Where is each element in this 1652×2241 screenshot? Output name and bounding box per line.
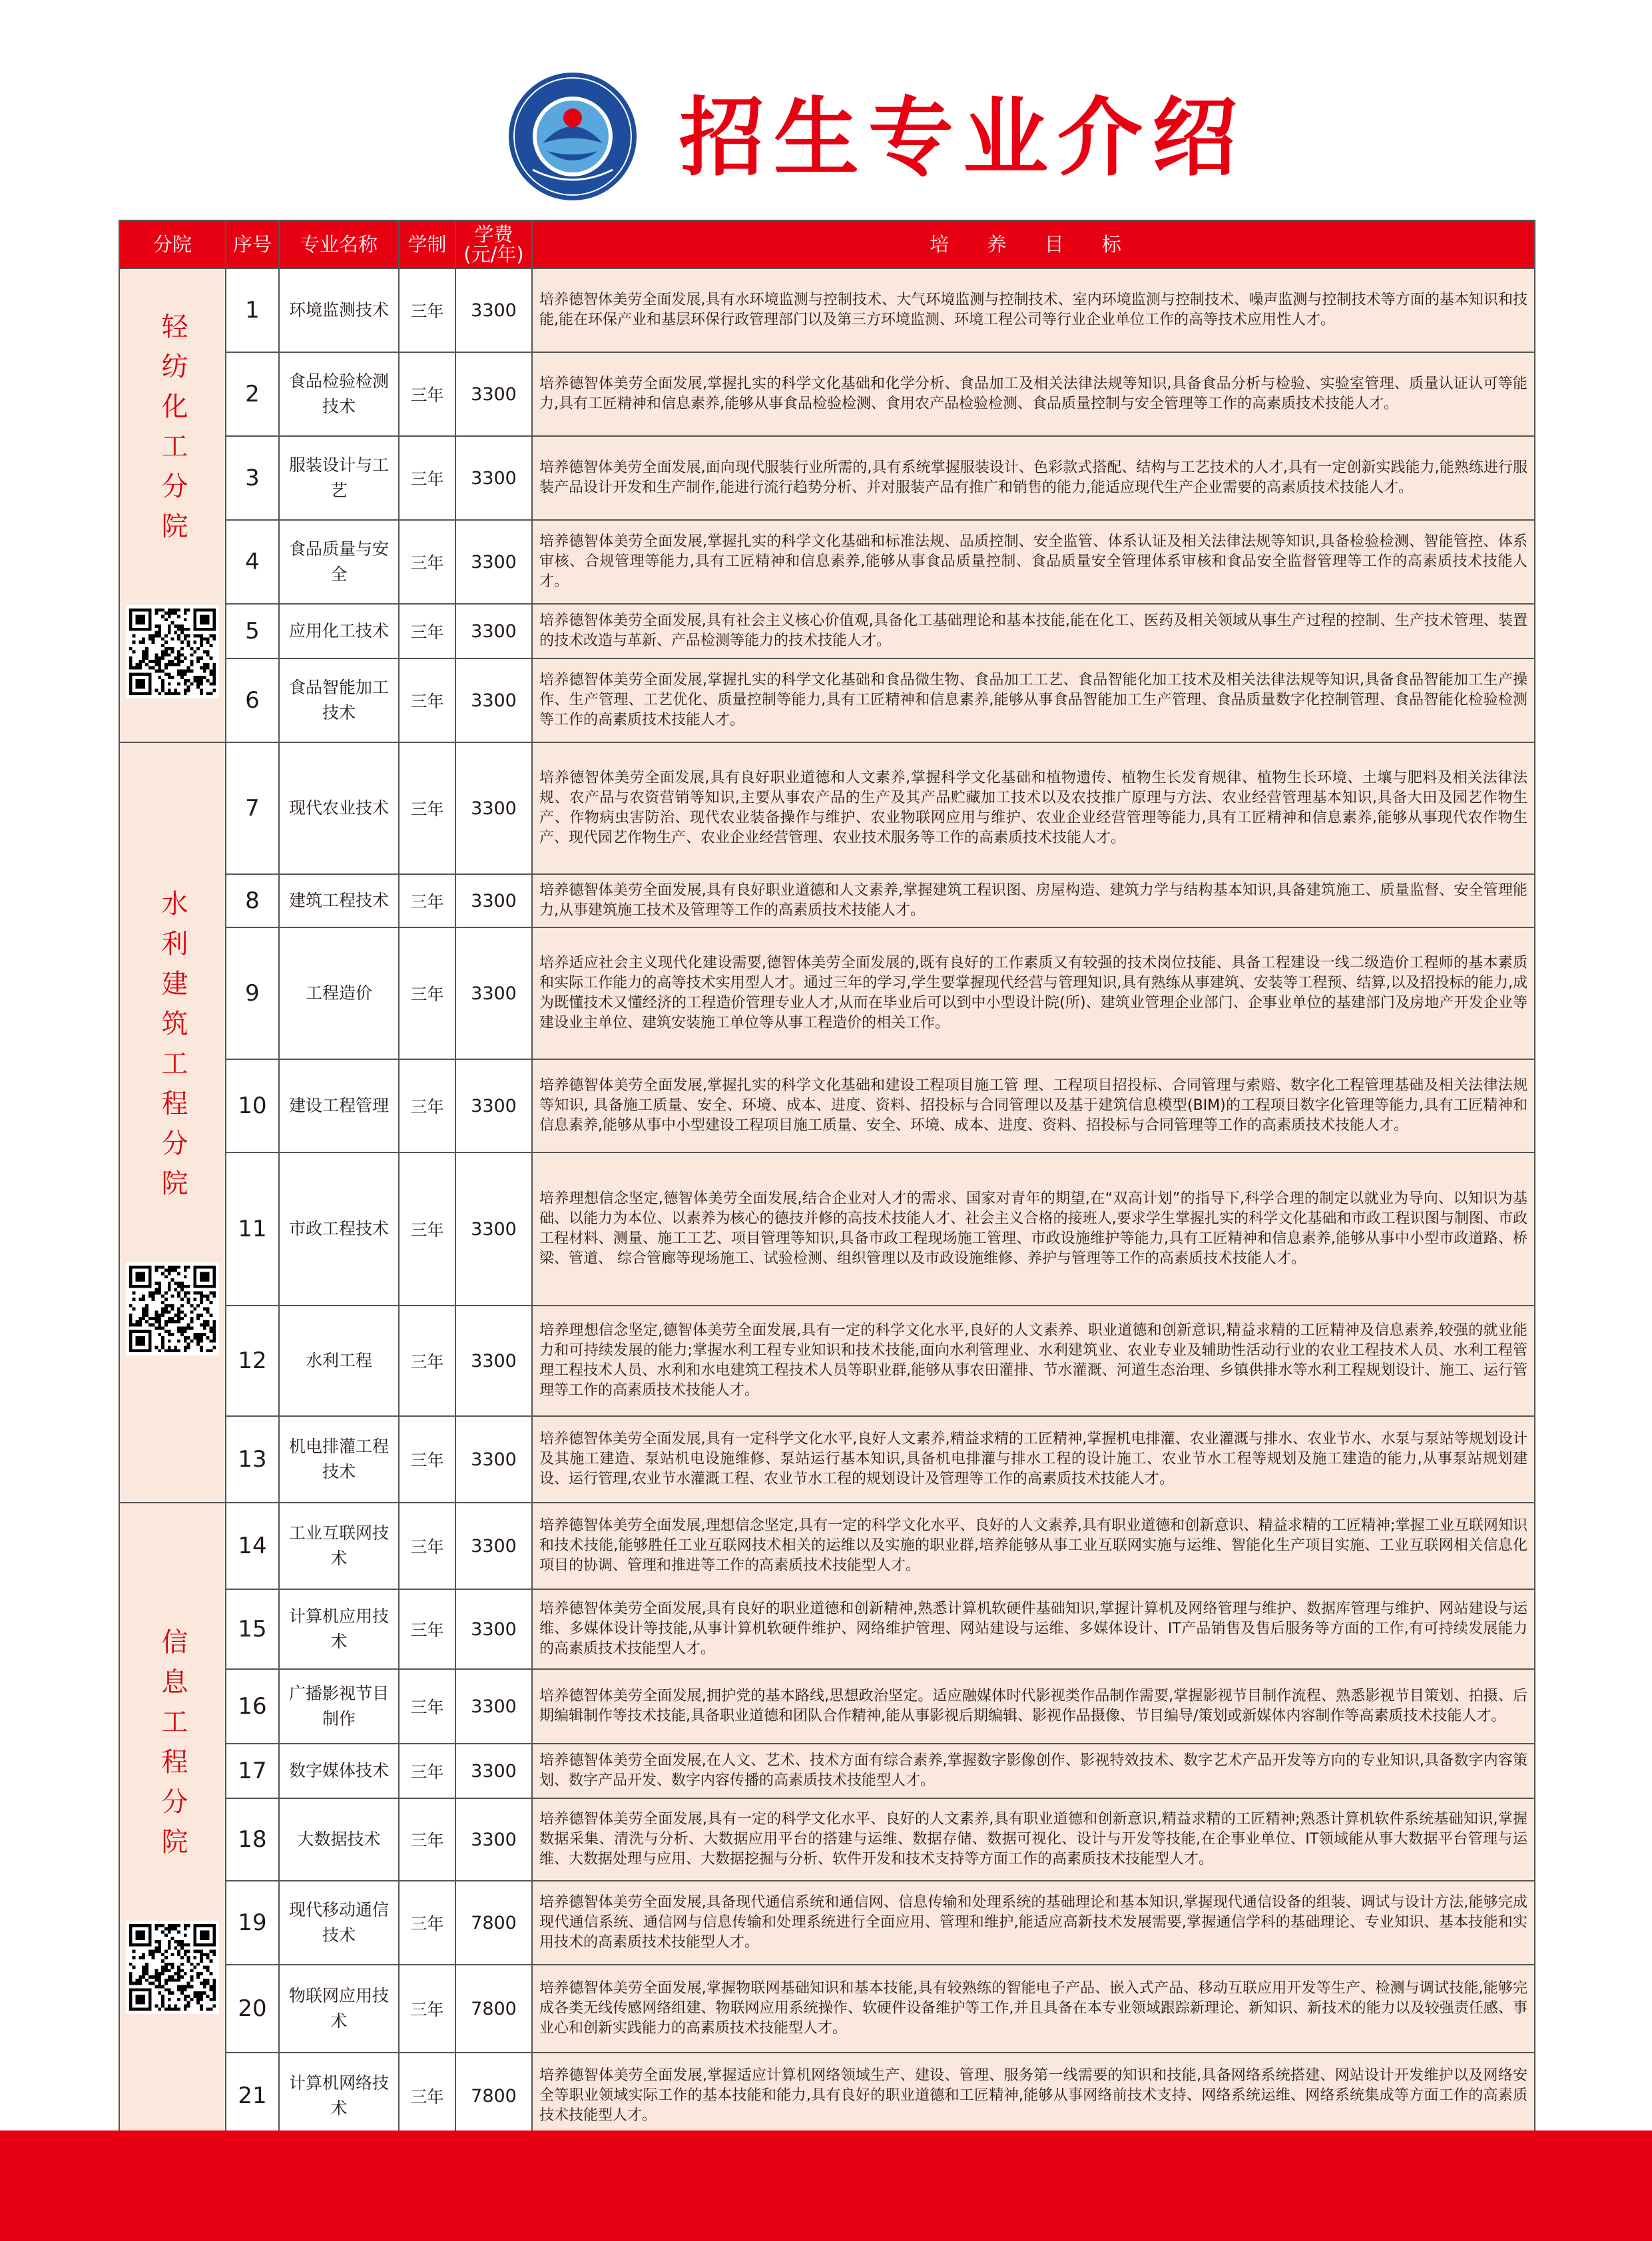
table-row xyxy=(119,1744,1535,1798)
qr-code-icon xyxy=(126,1921,219,2014)
major-duration: 三年 xyxy=(399,1416,455,1503)
major-name: 建筑工程技术 xyxy=(279,874,399,927)
major-name: 应用化工技术 xyxy=(279,604,399,658)
major-seq: 5 xyxy=(226,604,279,658)
major-fee: 3300 xyxy=(455,604,532,658)
major-fee: 7800 xyxy=(455,1881,532,1965)
major-fee: 3300 xyxy=(455,1669,532,1744)
major-name: 计算机应用技术 xyxy=(279,1589,399,1669)
college-cell xyxy=(119,742,226,1503)
header-fee xyxy=(455,220,532,268)
major-fee: 3300 xyxy=(455,658,532,742)
major-fee: 3300 xyxy=(455,520,532,604)
major-duration: 三年 xyxy=(399,742,455,874)
major-seq: 3 xyxy=(226,436,279,520)
major-duration: 三年 xyxy=(399,927,455,1059)
majors-table xyxy=(119,220,1535,2140)
major-name: 工程造价 xyxy=(279,927,399,1059)
major-duration: 三年 xyxy=(399,2053,455,2139)
major-name: 环境监测技术 xyxy=(279,268,399,352)
major-goal: 培养适应社会主义现代化建设需要,德智体美劳全面发展的,既有良好的工作素质又有较强的技术岗位技能、具备工程建设一线二级造价工程师的基本素质和实际工作能力的高等技术实用型人才。通过三年的学习,学生要掌握现代经营与管理知识,具有熟练从事建筑、安装等工程预、结算,以及招投标的能力,成为既懂技术又懂经济的工程造价管理专业人才,从而在毕业后可以到中小型设计院(所)、建筑业管理企业部门、企事业单位的基建部门及房地产开发企业等建设业主单位、建筑安装施工单位等从事工程造价的相关工作。 xyxy=(532,927,1535,1059)
major-name: 服装设计与工艺 xyxy=(279,436,399,520)
page-title: 招生专业介绍 xyxy=(679,89,1247,188)
table-row xyxy=(119,658,1535,742)
major-duration: 三年 xyxy=(399,1669,455,1744)
major-fee: 3300 xyxy=(455,1416,532,1503)
major-fee: 3300 xyxy=(455,1306,532,1416)
major-seq: 7 xyxy=(226,742,279,874)
table-row xyxy=(119,1503,1535,1589)
major-goal: 培养德智体美劳全面发展,具有良好的职业道德和创新精神,熟悉计算机软硬件基础知识,掌握计算机及网络管理与维护、数据库管理与维护、网站建设与运维、多媒体设计等技能,从事计算机软硬件维护、网络维护管理、网站建设与运维、多媒体设计、IT产品销售及售后服务等方面的工作,有可持续发展能力的高素质技术技能型人才。 xyxy=(532,1589,1535,1669)
major-goal: 培养德智体美劳全面发展,掌握扎实的科学文化基础和食品微生物、食品加工工艺、食品智能化加工技术及相关法律法规等知识,具备食品智能加工生产操作、生产管理、工艺优化、质量控制等能力,具有工匠精神和信息素养,能够从事食品智能加工生产管理、食品质量数字化控制管理、食品智能化检验检测等工作的高素质技术技能人才。 xyxy=(532,658,1535,742)
major-name: 工业互联网技术 xyxy=(279,1503,399,1589)
major-goal: 培养德智体美劳全面发展,具有水环境监测与控制技术、大气环境监测与控制技术、室内环境监测与控制技术、噪声监测与控制技术等方面的基本知识和技能,能在环保产业和基层环保行政管理部门以及第三方环境监测、环境工程公司等行业企业单位工作的高等技术应用性人才。 xyxy=(532,268,1535,352)
major-name: 计算机网络技术 xyxy=(279,2053,399,2139)
table-row xyxy=(119,927,1535,1059)
major-name: 食品质量与安全 xyxy=(279,520,399,604)
header-seq: 序号 xyxy=(226,220,279,268)
table-row xyxy=(119,1416,1535,1503)
table-body xyxy=(119,268,1535,2139)
major-fee: 7800 xyxy=(455,2053,532,2139)
qr-code xyxy=(126,1262,219,1356)
major-name: 广播影视节目制作 xyxy=(279,1669,399,1744)
major-seq: 13 xyxy=(226,1416,279,1503)
logo-emblem-icon xyxy=(506,70,639,203)
major-fee: 3300 xyxy=(455,436,532,520)
major-seq: 2 xyxy=(226,352,279,436)
major-goal: 培养德智体美劳全面发展,具有良好职业道德和人文素养,掌握建筑工程识图、房屋构造、建筑力学与结构基本知识,具备建筑施工、质量监督、安全管理能力,从事建筑施工技术及管理等工作的高素质技术技能人才。 xyxy=(532,874,1535,927)
footer-band xyxy=(0,2130,1652,2241)
college-name: 轻纺化工分院 xyxy=(157,312,188,552)
major-goal: 培养理想信念坚定,德智体美劳全面发展,具有一定的科学文化水平,良好的人文素养、职业道德和创新意识,精益求精的工匠精神及信息素养,较强的就业能力和可持续发展的能力;掌握水利工程专业知识和技术技能,面向水利管理业、水利建筑业、农业专业及辅助性活动行业的农业工程技术人员、水利工程管理工程技术人员、水利和水电建筑工程技术人员等职业群,能够从事农田灌排、节水灌溉、河道生态治理、乡镇供排水等水利工程规划设计、施工、运行管理等工作的高素质技术技能人才。 xyxy=(532,1306,1535,1416)
qr-code-icon xyxy=(126,605,219,698)
major-duration: 三年 xyxy=(399,1965,455,2053)
college-cell xyxy=(119,268,226,742)
header-college: 分院 xyxy=(119,220,226,268)
major-duration: 三年 xyxy=(399,1744,455,1798)
major-seq: 8 xyxy=(226,874,279,927)
qr-code xyxy=(126,1921,219,2014)
major-seq: 15 xyxy=(226,1589,279,1669)
major-seq: 19 xyxy=(226,1881,279,1965)
table-header-row xyxy=(119,220,1535,268)
table-row xyxy=(119,520,1535,604)
major-goal: 培养德智体美劳全面发展,在人文、艺术、技术方面有综合素养,掌握数字影像创作、影视特效技术、数字艺术产品开发等方向的专业知识,具备数字内容策划、数字产品开发、数字内容传播的高素质技术技能型人才。 xyxy=(532,1744,1535,1798)
major-fee: 3300 xyxy=(455,1503,532,1589)
table-row xyxy=(119,742,1535,874)
table-row xyxy=(119,1589,1535,1669)
major-name: 大数据技术 xyxy=(279,1798,399,1881)
major-fee: 3300 xyxy=(455,742,532,874)
major-seq: 9 xyxy=(226,927,279,1059)
major-fee: 3300 xyxy=(455,927,532,1059)
major-name: 现代农业技术 xyxy=(279,742,399,874)
major-name: 机电排灌工程技术 xyxy=(279,1416,399,1503)
major-goal: 培养德智体美劳全面发展,具有一定的科学文化水平、良好的人文素养,具有职业道德和创新意识,精益求精的工匠精神;熟悉计算机软件系统基础知识,掌握数据采集、清洗与分析、大数据应用平台的搭建与运维、数据存储、数据可视化、设计与开发等技能,在企事业单位、IT领域能从事大数据平台管理与运维、大数据处理与应用、大数据挖掘与分析、软件开发和技术支持等方面工作的高素质技术技能型人才。 xyxy=(532,1798,1535,1881)
table-row xyxy=(119,2053,1535,2139)
major-goal: 培养德智体美劳全面发展,掌握适应计算机网络领域生产、建设、管理、服务第一线需要的知识和技能,具备网络系统搭建、网站设计开发维护以及网络安全等职业领域实际工作的基本技能和能力,具有良好的职业道德和工匠精神,能够从事网络前技术支持、网络系统运维、网络系统集成等方面工作的高素质技术技能型人才。 xyxy=(532,2053,1535,2139)
major-seq: 6 xyxy=(226,658,279,742)
table-row xyxy=(119,1798,1535,1881)
college-name: 水利建筑工程分院 xyxy=(157,889,188,1209)
major-duration: 三年 xyxy=(399,352,455,436)
major-goal: 培养德智体美劳全面发展,具有良好职业道德和人文素养,掌握科学文化基础和植物遗传、植物生长发育规律、植物生长环境、土壤与肥料及相关法律法规、农产品与农资营销等知识,主要从事农产品的生产及其产品贮藏加工技术以及农技推广原理与方法、农业经营管理基本知识,具备大田及园艺作物生产、作物病虫害防治、现代农业装备操作与维护、农业物联网应用与维护、农业企业经营管理等能力,具有工匠精神和信息素养,能够从事现代农作物生产、现代园艺作物生产、农业企业经营管理、农业技术服务等工作的高素质技术技能人才。 xyxy=(532,742,1535,874)
major-name: 水利工程 xyxy=(279,1306,399,1416)
table-row xyxy=(119,1152,1535,1306)
major-goal: 培养德智体美劳全面发展,具有社会主义核心价值观,具备化工基础理论和基本技能,能在化工、医药及相关领域从事生产过程的控制、生产技术管理、装置的技术改造与革新、产品检测等能力的技术技能人才。 xyxy=(532,604,1535,658)
college-cell xyxy=(119,1503,226,2139)
major-goal: 培养德智体美劳全面发展,掌握扎实的科学文化基础和标准法规、品质控制、安全监管、体系认证及相关法律法规等知识,具备检验检测、智能管控、体系审核、合规管理等能力,具有工匠精神和信息素养,能够从事食品质量控制、食品质量安全管理体系审核和食品安全监督管理等工作的高素质技术技能人才。 xyxy=(532,520,1535,604)
major-fee: 3300 xyxy=(455,352,532,436)
major-duration: 三年 xyxy=(399,1503,455,1589)
major-seq: 4 xyxy=(226,520,279,604)
major-seq: 18 xyxy=(226,1798,279,1881)
college-name: 信息工程分院 xyxy=(157,1628,188,1868)
qr-code-icon xyxy=(126,1262,219,1356)
major-duration: 三年 xyxy=(399,1059,455,1152)
table-row xyxy=(119,1669,1535,1744)
major-duration: 三年 xyxy=(399,1589,455,1669)
major-seq: 1 xyxy=(226,268,279,352)
major-duration: 三年 xyxy=(399,874,455,927)
major-seq: 17 xyxy=(226,1744,279,1798)
header-name: 专业名称 xyxy=(279,220,399,268)
header-duration: 学制 xyxy=(399,220,455,268)
major-duration: 三年 xyxy=(399,436,455,520)
major-seq: 20 xyxy=(226,1965,279,2053)
major-name: 物联网应用技术 xyxy=(279,1965,399,2053)
major-goal: 培养德智体美劳全面发展,掌握扎实的科学文化基础和化学分析、食品加工及相关法律法规等知识,具备食品分析与检验、实验室管理、质量认证认可等能力,具有工匠精神和信息素养,能够从事食品检验检测、食用农产品检验检测、食品质量控制与安全管理等工作的高素质技术技能人才。 xyxy=(532,352,1535,436)
major-seq: 21 xyxy=(226,2053,279,2139)
table-row xyxy=(119,436,1535,520)
table-row xyxy=(119,1059,1535,1152)
table-row xyxy=(119,1306,1535,1416)
major-goal: 培养理想信念坚定,德智体美劳全面发展,结合企业对人才的需求、国家对青年的期望,在“双高计划”的指导下,科学合理的制定以就业为导向、以知识为基础、以能力为本位、以素养为核心的德技并修的高技术技能人才、社会主义合格的接班人,要求学生掌握扎实的科学文化基础和市政工程识图与制图、市政工程材料、测量、施工工艺、项目管理等知识,具备市政工程现场施工管理、市政设施维护等能力,具有工匠精神和信息素养,能够从事中小型市政道路、桥梁、管道、 综合管廊等现场施工、试验检测、组织管理以及市政设施维修、养护与管理等工作的高素质技术技能人才。 xyxy=(532,1152,1535,1306)
major-goal: 培养德智体美劳全面发展,理想信念坚定,具有一定的科学文化水平、良好的人文素养,具有职业道德和创新意识、精益求精的工匠精神;掌握工业互联网知识和技术技能,能够胜任工业互联网技术相关的运维以及实施的职业群,培养能够从事工业互联网实施与运维、智能化生产项目实施、工业互联网相关信息化项目的协调、管理和推进等工作的高素质技术技能型人才。 xyxy=(532,1503,1535,1589)
major-name: 食品检验检测技术 xyxy=(279,352,399,436)
major-fee: 7800 xyxy=(455,1965,532,2053)
header-goal: 培 养 目 标 xyxy=(532,220,1535,268)
major-seq: 10 xyxy=(226,1059,279,1152)
major-fee: 3300 xyxy=(455,874,532,927)
major-goal: 培养德智体美劳全面发展,具有一定科学文化水平,良好人文素养,精益求精的工匠精神,掌握机电排灌、农业灌溉与排水、农业节水、水泵与泵站等规划设计及其施工建造、泵站机电设施维修、泵站运行基本知识,具备机电排灌与排水工程的设计施工、农业节水工程等规划及施工建造的能力,从事泵站规划建设、运行管理,农业节水灌溉工程、农业节水工程的规划设计及管理等工作的高素质技术技能人才。 xyxy=(532,1416,1535,1503)
table-row xyxy=(119,352,1535,436)
major-duration: 三年 xyxy=(399,520,455,604)
table-row xyxy=(119,268,1535,352)
major-duration: 三年 xyxy=(399,604,455,658)
major-seq: 16 xyxy=(226,1669,279,1744)
header-fee-line1: 学费 xyxy=(474,223,513,246)
major-fee: 3300 xyxy=(455,1798,532,1881)
major-duration: 三年 xyxy=(399,268,455,352)
major-seq: 12 xyxy=(226,1306,279,1416)
major-seq: 14 xyxy=(226,1503,279,1589)
table-row xyxy=(119,874,1535,927)
major-goal: 培养德智体美劳全面发展,面向现代服装行业所需的,具有系统掌握服装设计、色彩款式搭配、结构与工艺技术的人才,具有一定创新实践能力,能熟练进行服装产品设计开发和生产制作,能进行流行趋势分析、并对服装产品有推广和销售的能力,能适应现代生产企业需要的高素质技术技能人才。 xyxy=(532,436,1535,520)
major-goal: 培养德智体美劳全面发展,掌握物联网基础知识和基本技能,具有较熟练的智能电子产品、嵌入式产品、移动互联应用开发等生产、检测与调试技能,能够完成各类无线传感网络组建、物联网应用系统操作、软硬件设备维护等工作,并且具备在本专业领域跟踪新理论、新知识、新技术的能力以及较强责任感、事业心和创新实践能力的高素质技术技能型人才。 xyxy=(532,1965,1535,2053)
major-fee: 3300 xyxy=(455,1744,532,1798)
major-duration: 三年 xyxy=(399,1798,455,1881)
major-fee: 3300 xyxy=(455,268,532,352)
major-name: 数字媒体技术 xyxy=(279,1744,399,1798)
major-fee: 3300 xyxy=(455,1059,532,1152)
page-header xyxy=(0,0,1652,220)
major-name: 现代移动通信技术 xyxy=(279,1881,399,1965)
header-fee-line2: (元/年) xyxy=(463,243,524,266)
major-duration: 三年 xyxy=(399,1152,455,1306)
major-duration: 三年 xyxy=(399,658,455,742)
major-goal: 培养德智体美劳全面发展,掌握扎实的科学文化基础和建设工程项目施工管 理、工程项目招投标、合同管理与索赔、数字化工程管理基础及相关法律法规等知识, 具备施工质量、安全、环境、成本、进度、资料、招投标与合同管理以及基于建筑信息模型(BIM)的工程项目数字化管理等能力,具有工匠精神和信息素养,能够从事中小型建设工程项目施工质量、安全、环境、成本、进度、资料、招投标与合同管理等工作的高素质技术技能人才。 xyxy=(532,1059,1535,1152)
major-name: 建设工程管理 xyxy=(279,1059,399,1152)
qr-code xyxy=(126,605,219,698)
major-goal: 培养德智体美劳全面发展,具备现代通信系统和通信网、信息传输和处理系统的基础理论和基本知识,掌握现代通信设备的组装、调试与设计方法,能够完成现代通信系统、通信网与信息传输和处理系统进行全面应用、管理和维护,能适应高新技术发展需要,掌握通信学科的基础理论、专业知识、基本技能和实用技术的高素质技术技能型人才。 xyxy=(532,1881,1535,1965)
major-fee: 3300 xyxy=(455,1152,532,1306)
major-name: 食品智能加工技术 xyxy=(279,658,399,742)
major-seq: 11 xyxy=(226,1152,279,1306)
major-name: 市政工程技术 xyxy=(279,1152,399,1306)
major-goal: 培养德智体美劳全面发展,拥护党的基本路线,思想政治坚定。适应融媒体时代影视类作品制作需要,掌握影视节目制作流程、熟悉影视节目策划、拍摄、后期编辑制作等技术技能,具备职业道德和团队合作精神,能从事影视后期编辑、影视作品摄像、节目编导/策划或新媒体内容制作等高素质技术技能人才。 xyxy=(532,1669,1535,1744)
major-fee: 3300 xyxy=(455,1589,532,1669)
table-row xyxy=(119,1965,1535,2053)
major-duration: 三年 xyxy=(399,1306,455,1416)
table-row xyxy=(119,1881,1535,1965)
major-duration: 三年 xyxy=(399,1881,455,1965)
table-row xyxy=(119,604,1535,658)
college-logo xyxy=(506,70,639,203)
